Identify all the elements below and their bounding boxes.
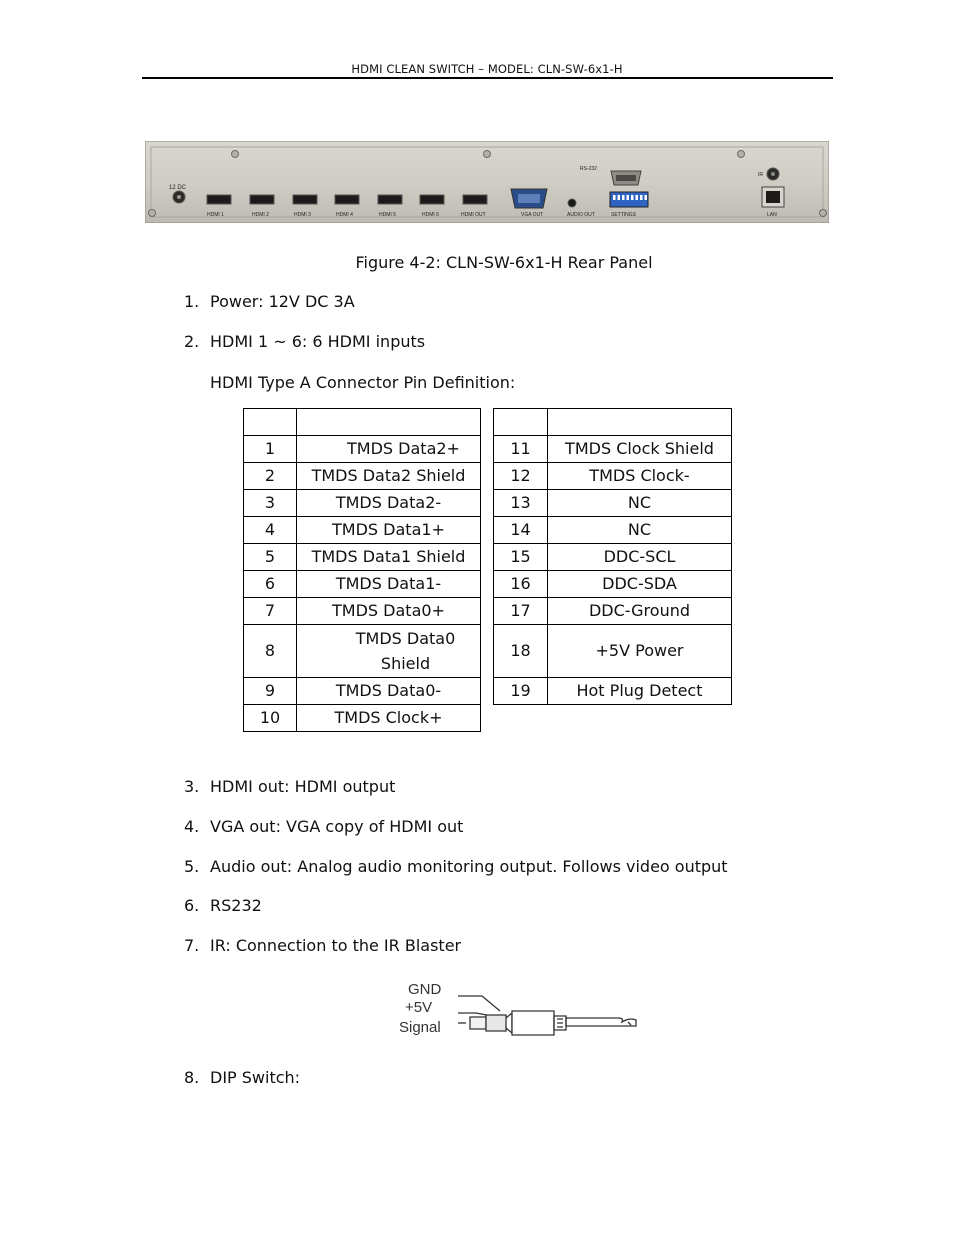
list-item: 2. HDMI 1 ~ 6: 6 HDMI inputs: [184, 332, 426, 351]
table-row: 4 TMDS Data1+: [244, 517, 481, 544]
table-cell: [494, 409, 548, 436]
page-header: HDMI CLEAN SWITCH – MODEL: CLN-SW-6x1-H: [351, 62, 623, 76]
ir-label: IR: [758, 172, 763, 178]
hdmi-port-label: HDMI 4: [336, 212, 353, 218]
lan-port-icon: [762, 187, 784, 207]
plug-label-signal: Signal: [399, 1019, 441, 1036]
plug-label-gnd: GND: [408, 981, 442, 998]
table-row: 16 DDC-SDA: [494, 571, 732, 598]
pin-table-right: [493, 408, 732, 705]
table-row: 10 TMDS Clock+: [244, 705, 481, 732]
table-row: 7 TMDS Data0+: [244, 598, 481, 625]
header-rule: [142, 77, 833, 79]
table-row: 12 TMDS Clock-: [494, 463, 732, 490]
settings-label: SETTINGS: [611, 212, 637, 218]
table-cell: [297, 409, 481, 436]
audio-label: AUDIO OUT: [567, 212, 595, 218]
pin-table-left: [243, 408, 481, 732]
list-item: 1. Power: 12V DC 3A: [184, 292, 355, 311]
hdmi-port-label: HDMI OUT: [461, 212, 486, 218]
ir-jack-icon: [767, 168, 779, 180]
list-item: 6. RS232: [184, 896, 262, 915]
table-row: 15 DDC-SCL: [494, 544, 732, 571]
table-row: 3 TMDS Data2-: [244, 490, 481, 517]
table-cell: [244, 409, 297, 436]
list-item: 7. IR: Connection to the IR Blaster: [184, 936, 462, 955]
rs232-label: RS-232: [580, 166, 597, 172]
list-item: 3. HDMI out: HDMI output: [184, 777, 396, 796]
hdmi-port-label: HDMI 2: [252, 212, 269, 218]
table-row: 8 TMDS Data0 Shield: [244, 625, 481, 678]
plug-icon: [458, 996, 636, 1035]
list-item: 8. DIP Switch:: [184, 1068, 301, 1087]
table-row: 9 TMDS Data0-: [244, 678, 481, 705]
hdmi-port-label: HDMI 3: [294, 212, 311, 218]
vga-port-icon: [511, 189, 547, 208]
list-item: 4. VGA out: VGA copy of HDMI out: [184, 817, 464, 836]
pin-definition-heading: HDMI Type A Connector Pin Definition:: [210, 373, 516, 392]
table-row: 5 TMDS Data1 Shield: [244, 544, 481, 571]
dip-switch-icon: [610, 192, 648, 207]
audio-jack-icon: [568, 199, 576, 207]
table-row: 14 NC: [494, 517, 732, 544]
table-row: 6 TMDS Data1-: [244, 571, 481, 598]
table-row: 18 +5V Power: [494, 625, 732, 678]
ir-plug-diagram: [396, 978, 642, 1040]
table-cell: [548, 409, 732, 436]
figure-caption: Figure 4-2: CLN-SW-6x1-H Rear Panel: [355, 253, 653, 272]
plug-label-5v: +5V: [405, 999, 433, 1016]
vga-label: VGA OUT: [521, 212, 544, 218]
list-item: 5. Audio out: Analog audio monitoring output. Follows video output: [184, 857, 728, 876]
table-row: 19 Hot Plug Detect: [494, 678, 732, 705]
table-row: 13 NC: [494, 490, 732, 517]
lan-label: LAN: [767, 212, 777, 218]
hdmi-port-label: HDMI 1: [207, 212, 224, 218]
rear-panel-image: [145, 141, 829, 223]
hdmi-port-label: HDMI 5: [379, 212, 396, 218]
rs232-port-icon: [611, 171, 641, 185]
hdmi-port-label: HDMI 6: [422, 212, 439, 218]
table-row: 1 TMDS Data2+: [244, 436, 481, 463]
table-row: 2 TMDS Data2 Shield: [244, 463, 481, 490]
table-row: 11 TMDS Clock Shield: [494, 436, 732, 463]
power-jack-icon: [173, 191, 185, 203]
power-label: 12 DC: [169, 185, 187, 191]
table-row: 17 DDC-Ground: [494, 598, 732, 625]
